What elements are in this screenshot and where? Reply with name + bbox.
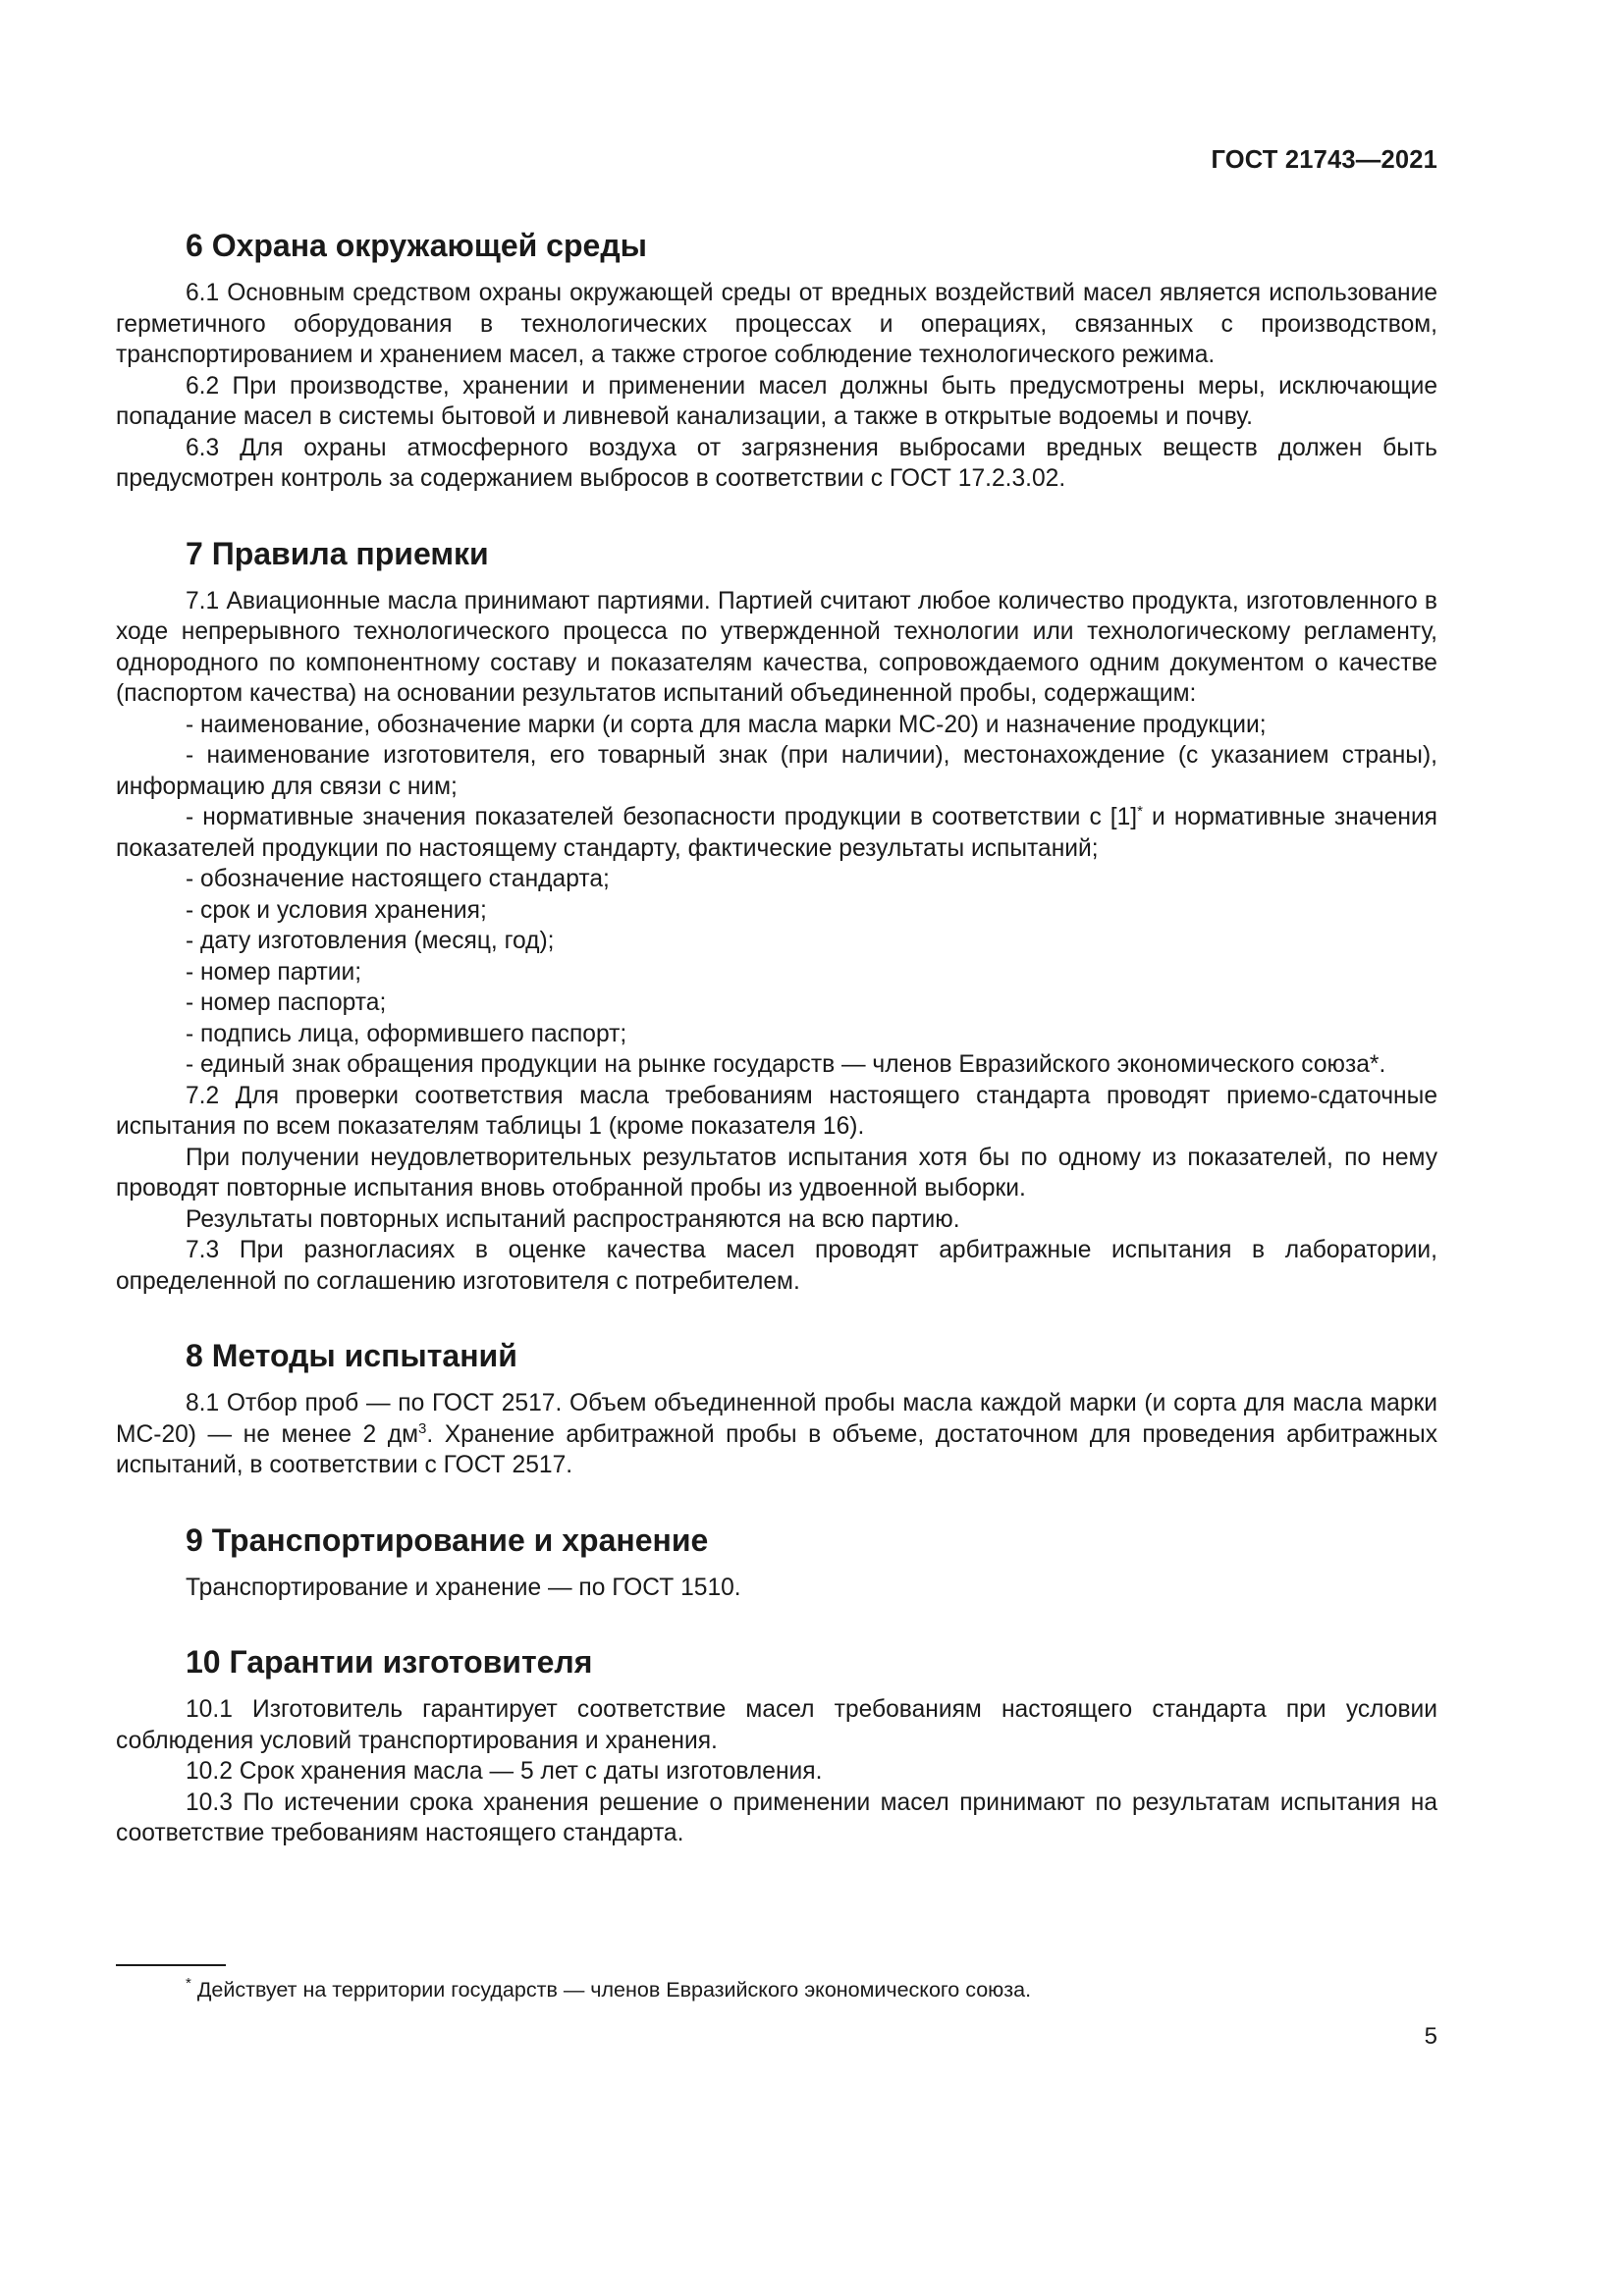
document-id-header: ГОСТ 21743—2021	[1211, 146, 1437, 174]
section-8-heading: 8 Методы испытаний	[186, 1338, 517, 1373]
footnote-ref-mark: *	[1137, 803, 1143, 820]
list-item-7-1-3	[116, 802, 1437, 864]
list-item-7-1-5: - срок и условия хранения;	[186, 896, 487, 924]
paragraph-7-2: 7.2 Для проверки соответствия масла требованиям настоящего стандарта проводят приемо-сдаточные испытания по всем показателям таблицы 1 (кроме показателя 16).	[116, 1082, 1437, 1140]
paragraph-10-3: 10.3 По истечении срока хранения решение о применении масел принимают по результатам испытания на соответствие требованиям настоящего стандарта.	[116, 1789, 1437, 1846]
footnote-text: Действует на территории государств — членов Евразийского экономического союза.	[190, 1978, 1032, 2002]
list-item-7-1-6: - дату изготовления (месяц, год);	[186, 928, 555, 954]
list-item-7-1-4: - обозначение настоящего стандарта;	[186, 866, 610, 892]
paragraph-9: Транспортирование и хранение — по ГОСТ 1510.	[186, 1574, 741, 1601]
section-6-heading: 6 Охрана окружающей среды	[186, 228, 647, 263]
paragraph-10-1: 10.1 Изготовитель гарантирует соответствие масел требованиям настоящего стандарта при условии соблюдения условий транспортирования и хранения.	[116, 1696, 1437, 1754]
paragraph-7-1: 7.1 Авиационные масла принимают партиями. Партией считают любое количество продукта, изготовленного в ходе непрерывного технологического процесса по утвержденной технологии или технологическому регламенту, однородного по компонентному составу и показателям качества, сопровождаемого одним документом о качестве (паспортом качества) на основании результатов испытаний объединенной пробы, содержащим:	[116, 587, 1437, 707]
footnote	[186, 1976, 1031, 2003]
list-item-7-1-3-text-b: и нормативные значения показателей продукции по настоящему стандарту, фактические результаты испытаний;	[116, 804, 1437, 862]
section-10-heading: 10 Гарантии изготовителя	[186, 1644, 593, 1680]
footnote-divider	[116, 1964, 226, 1966]
paragraph-7-3: 7.3 При разногласиях в оценке качества масел проводят арбитражные испытания в лаборатории, определенной по соглашению изготовителя с потребителем.	[116, 1237, 1437, 1295]
list-item-7-1-3-text-a: - нормативные значения показателей безопасности продукции в соответствии с [1]	[186, 804, 1138, 830]
section-10-body	[116, 1694, 1437, 1849]
list-item-7-1-10: - единый знак обращения продукции на рынке государств — членов Евразийского экономического союза*.	[186, 1051, 1386, 1078]
section-9-heading: 9 Транспортирование и хранение	[186, 1522, 709, 1558]
section-8-body	[116, 1388, 1437, 1481]
page-number: 5	[1424, 2023, 1437, 2050]
section-6-body	[116, 278, 1437, 495]
paragraph-7-2-retest: При получении неудовлетворительных результатов испытания хотя бы по одному из показателей, по нему проводят повторные испытания вновь отобранной пробы из удвоенной выборки.	[116, 1144, 1437, 1201]
list-item-7-1-9: - подпись лица, оформившего паспорт;	[186, 1020, 627, 1047]
section-9-body	[116, 1573, 1437, 1604]
list-item-7-1-2: - наименование изготовителя, его товарный знак (при наличии), местонахождение (с указанием страны), информацию для связи с ним;	[116, 742, 1437, 800]
list-item-7-1-8: - номер паспорта;	[186, 989, 387, 1016]
paragraph-10-2: 10.2 Срок хранения масла — 5 лет с даты изготовления.	[186, 1758, 823, 1785]
paragraph-6-1: 6.1 Основным средством охраны окружающей среды от вредных воздействий масел является использование герметичного оборудования в технологических процессах и операциях, связанных с производством, транспортированием и хранением масел, а также строгое соблюдение технологического режима.	[116, 280, 1437, 368]
list-item-7-1-7: - номер партии;	[186, 958, 362, 986]
paragraph-8-1-text-a: 8.1 Отбор проб — по ГОСТ 2517. Объем объединенной пробы масла каждой марки (и сорта для масла марки МС-20) — не менее 2 дм	[116, 1390, 1437, 1448]
paragraph-6-2: 6.2 При производстве, хранении и применении масел должны быть предусмотрены меры, исключающие попадание масел в системы бытовой и ливневой канализации, а также в открытые водоемы и почву.	[116, 372, 1437, 430]
paragraph-7-2-results: Результаты повторных испытаний распространяются на всю партию.	[186, 1205, 960, 1233]
paragraph-8-1	[116, 1388, 1437, 1481]
paragraph-8-1-text-b: . Хранение арбитражной пробы в объеме, достаточном для проведения арбитражных испытаний, в соответствии с ГОСТ 2517.	[116, 1420, 1437, 1478]
paragraph-6-3: 6.3 Для охраны атмосферного воздуха от загрязнения выбросами вредных веществ должен быть предусмотрен контроль за содержанием выбросов в соответствии с ГОСТ 17.2.3.02.	[116, 434, 1437, 492]
list-item-7-1-1: - наименование, обозначение марки (и сорта для масла марки МС-20) и назначение продукции;	[186, 711, 1267, 738]
superscript-cubic: 3	[418, 1419, 427, 1437]
footnote-mark: *	[186, 1975, 191, 1992]
section-7-body	[116, 586, 1437, 1298]
section-7-heading: 7 Правила приемки	[186, 535, 489, 571]
